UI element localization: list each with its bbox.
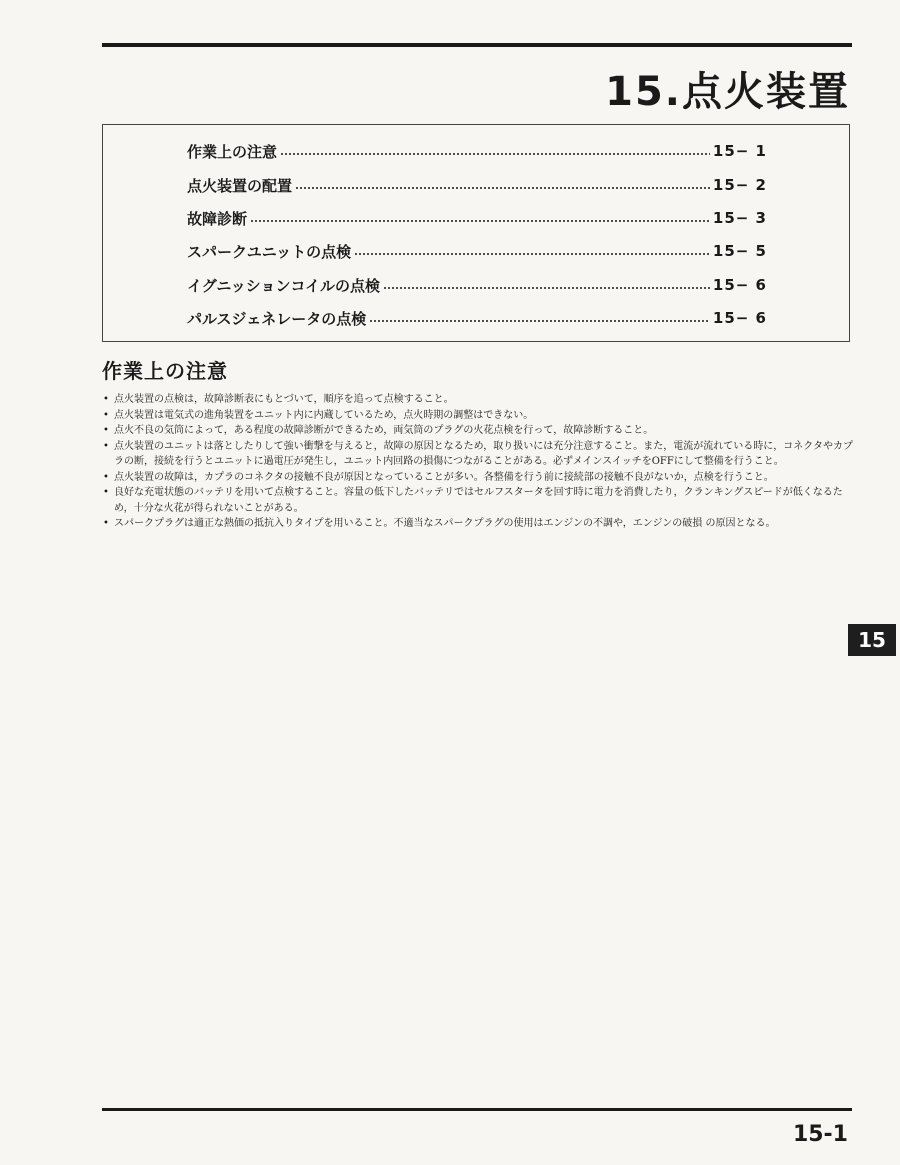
- toc-label: 故障診断: [187, 209, 248, 228]
- toc-row[interactable]: [187, 139, 767, 163]
- toc-label: パルスジェネレータの点検: [187, 309, 367, 328]
- toc-page: 15− 6: [712, 309, 767, 327]
- toc-leader-dots: [295, 187, 710, 189]
- toc-page: 15− 3: [712, 209, 767, 227]
- table-of-contents: [102, 124, 850, 342]
- toc-label: 作業上の注意: [187, 142, 278, 161]
- toc-label: イグニッションコイルの点検: [187, 276, 381, 295]
- toc-row[interactable]: [187, 173, 767, 197]
- toc-row[interactable]: [187, 306, 767, 330]
- toc-page: 15− 6: [712, 276, 767, 294]
- toc-row[interactable]: [187, 239, 767, 263]
- toc-row[interactable]: [187, 206, 767, 230]
- toc-row[interactable]: [187, 273, 767, 297]
- toc-page: 15− 2: [712, 176, 767, 194]
- top-rule: [102, 43, 852, 47]
- section-heading: 作業上の注意: [102, 359, 228, 383]
- toc-leader-dots: [280, 153, 710, 155]
- chapter-title: 15.点火装置: [605, 69, 850, 115]
- toc-label: スパークユニットの点検: [187, 242, 352, 261]
- list-item: • 良好な充電状態のバッテリを用いて点検すること。容量の低下したバッテリではセルフスタータを回す時に電力を消費したり，クランキングスピードが低くなるため，十分な火花が得られないことがある。: [102, 485, 857, 516]
- list-item: • 点火装置は電気式の進角装置をユニット内に内蔵しているため，点火時期の調整はできない。: [102, 408, 857, 424]
- toc-leader-dots: [354, 253, 710, 255]
- toc-page: 15− 5: [712, 242, 767, 260]
- list-item: • 点火不良の気筒によって，ある程度の故障診断ができるため，両気筒のプラグの火花点検を行って，故障診断すること。: [102, 423, 857, 439]
- toc-leader-dots: [369, 320, 710, 322]
- toc-leader-dots: [383, 287, 710, 289]
- toc-leader-dots: [250, 220, 710, 222]
- page-number: 15-1: [792, 1122, 848, 1147]
- toc-page: 15− 1: [712, 142, 767, 160]
- list-item: • 点火装置の点検は，故障診断表にもとづいて，順序を追って点検すること。: [102, 392, 857, 408]
- toc-label: 点火装置の配置: [187, 176, 293, 195]
- bottom-rule: [102, 1108, 852, 1111]
- list-item: • 点火装置のユニットは落としたりして強い衝撃を与えると，故障の原因となるため，取り扱いには充分注意すること。また，電流が流れている時に，コネクタやカプラの断，接続を行うとユニットに過電圧が発生し，ユニット内回路の損傷につながることがある。必ずメインスイッチをOFFにして整備を行うこと。: [102, 439, 857, 470]
- list-item: • 点火装置の故障は，カプラのコネクタの接触不良が原因となっていることが多い。各整備を行う前に接続部の接触不良がないか，点検を行うこと。: [102, 470, 857, 486]
- chapter-tab[interactable]: 15: [848, 624, 896, 656]
- list-item: • スパークプラグは適正な熱価の抵抗入りタイプを用いること。不適当なスパークプラグの使用はエンジンの不調や，エンジンの破損 の原因となる。: [102, 516, 857, 532]
- precautions-list: [102, 392, 857, 532]
